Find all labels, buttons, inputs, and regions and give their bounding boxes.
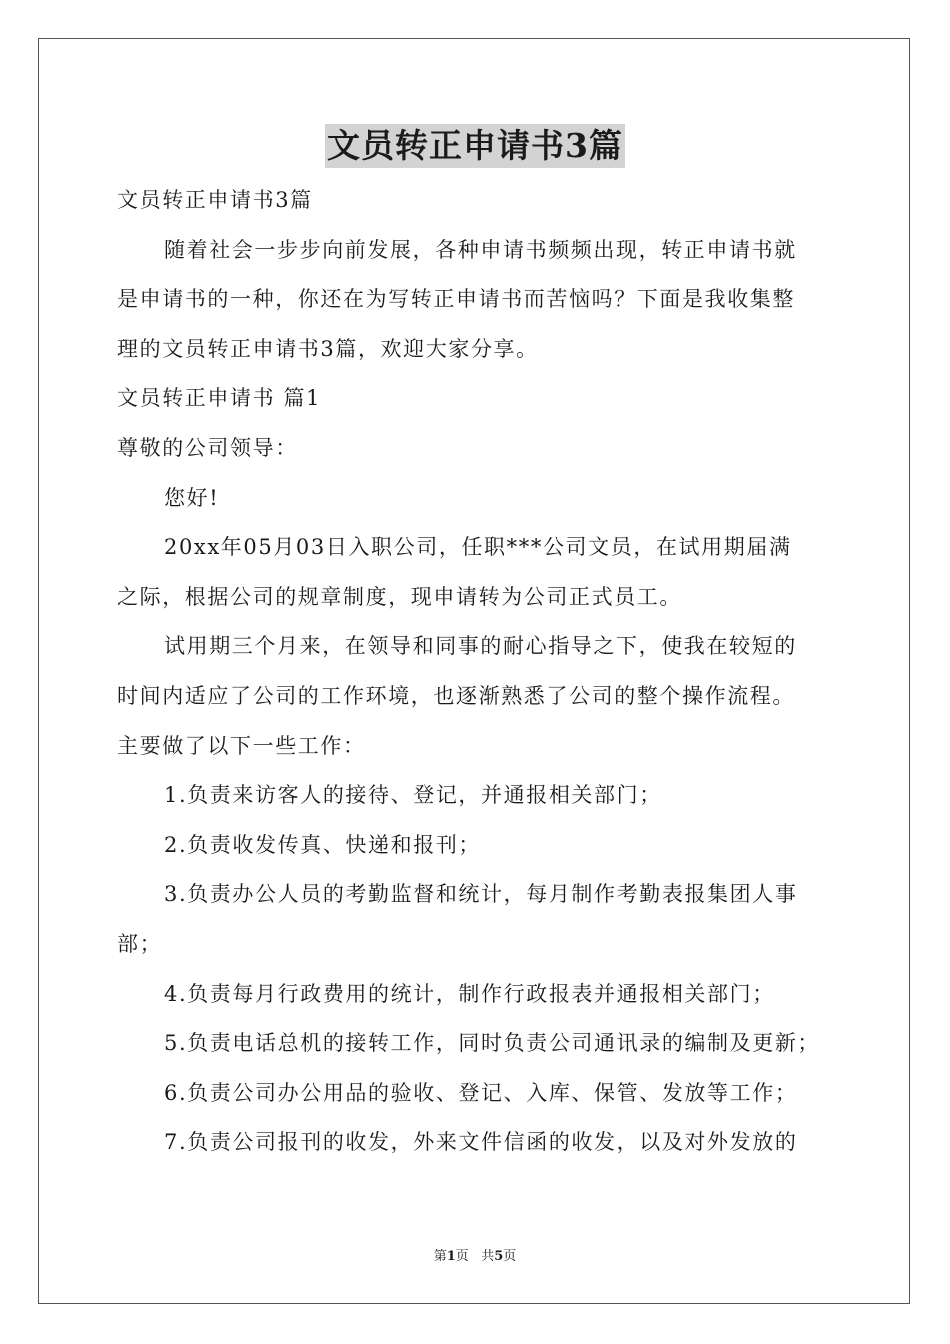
text-line: 20xx年05月03日入职公司，任职***公司文员，在试用期届满 xyxy=(164,535,792,560)
document-body xyxy=(117,176,837,1168)
total-suffix: 页 xyxy=(503,1249,517,1264)
page-prefix: 第 xyxy=(433,1249,447,1264)
title-container xyxy=(0,124,950,168)
page-footer xyxy=(0,1248,950,1266)
text-line: 文员转正申请书3篇 xyxy=(117,188,313,212)
text-line: 尊敬的公司领导： xyxy=(117,435,298,460)
current-page-number: 1 xyxy=(446,1249,456,1264)
text-line: 2.负责收发传真、快递和报刊； xyxy=(164,832,482,857)
text-line: 之际，根据公司的规章制度，现申请转为公司正式员工。 xyxy=(117,584,682,609)
text-line: 试用期三个月来，在领导和同事的耐心指导之下，使我在较短的 xyxy=(164,634,797,659)
total-prefix: 共 xyxy=(481,1249,495,1264)
text-line: 4.负责每月行政费用的统计，制作行政报表并通报相关部门； xyxy=(164,981,775,1006)
text-line: 您好! xyxy=(164,485,220,510)
text-line: 部； xyxy=(117,931,163,956)
text-line: 5.负责电话总机的接转工作，同时负责公司通讯录的编制及更新； xyxy=(164,1031,821,1056)
document-title: 文员转正申请书3篇 xyxy=(325,124,625,168)
text-line: 3.负责办公人员的考勤监督和统计，每月制作考勤表报集团人事 xyxy=(164,882,798,907)
text-line: 随着社会一步步向前发展，各种申请书频频出现，转正申请书就 xyxy=(164,237,797,262)
page-suffix: 页 xyxy=(455,1249,469,1264)
text-line: 7.负责公司报刊的收发，外来文件信函的收发，以及对外发放的 xyxy=(164,1130,798,1155)
text-line: 1.负责来访客人的接待、登记，并通报相关部门； xyxy=(164,783,662,808)
text-line: 是申请书的一种，你还在为写转正申请书而苦恼吗？下面是我收集整 xyxy=(117,287,795,312)
total-pages-number: 5 xyxy=(494,1249,504,1264)
text-line: 文员转正申请书 篇1 xyxy=(117,386,322,411)
text-line: 主要做了以下一些工作： xyxy=(117,733,366,758)
text-line: 时间内适应了公司的工作环境，也逐渐熟悉了公司的整个操作流程。 xyxy=(117,683,795,708)
text-line: 理的文员转正申请书3篇，欢迎大家分享。 xyxy=(117,336,539,361)
text-line: 6.负责公司办公用品的验收、登记、入库、保管、发放等工作； xyxy=(164,1080,798,1105)
